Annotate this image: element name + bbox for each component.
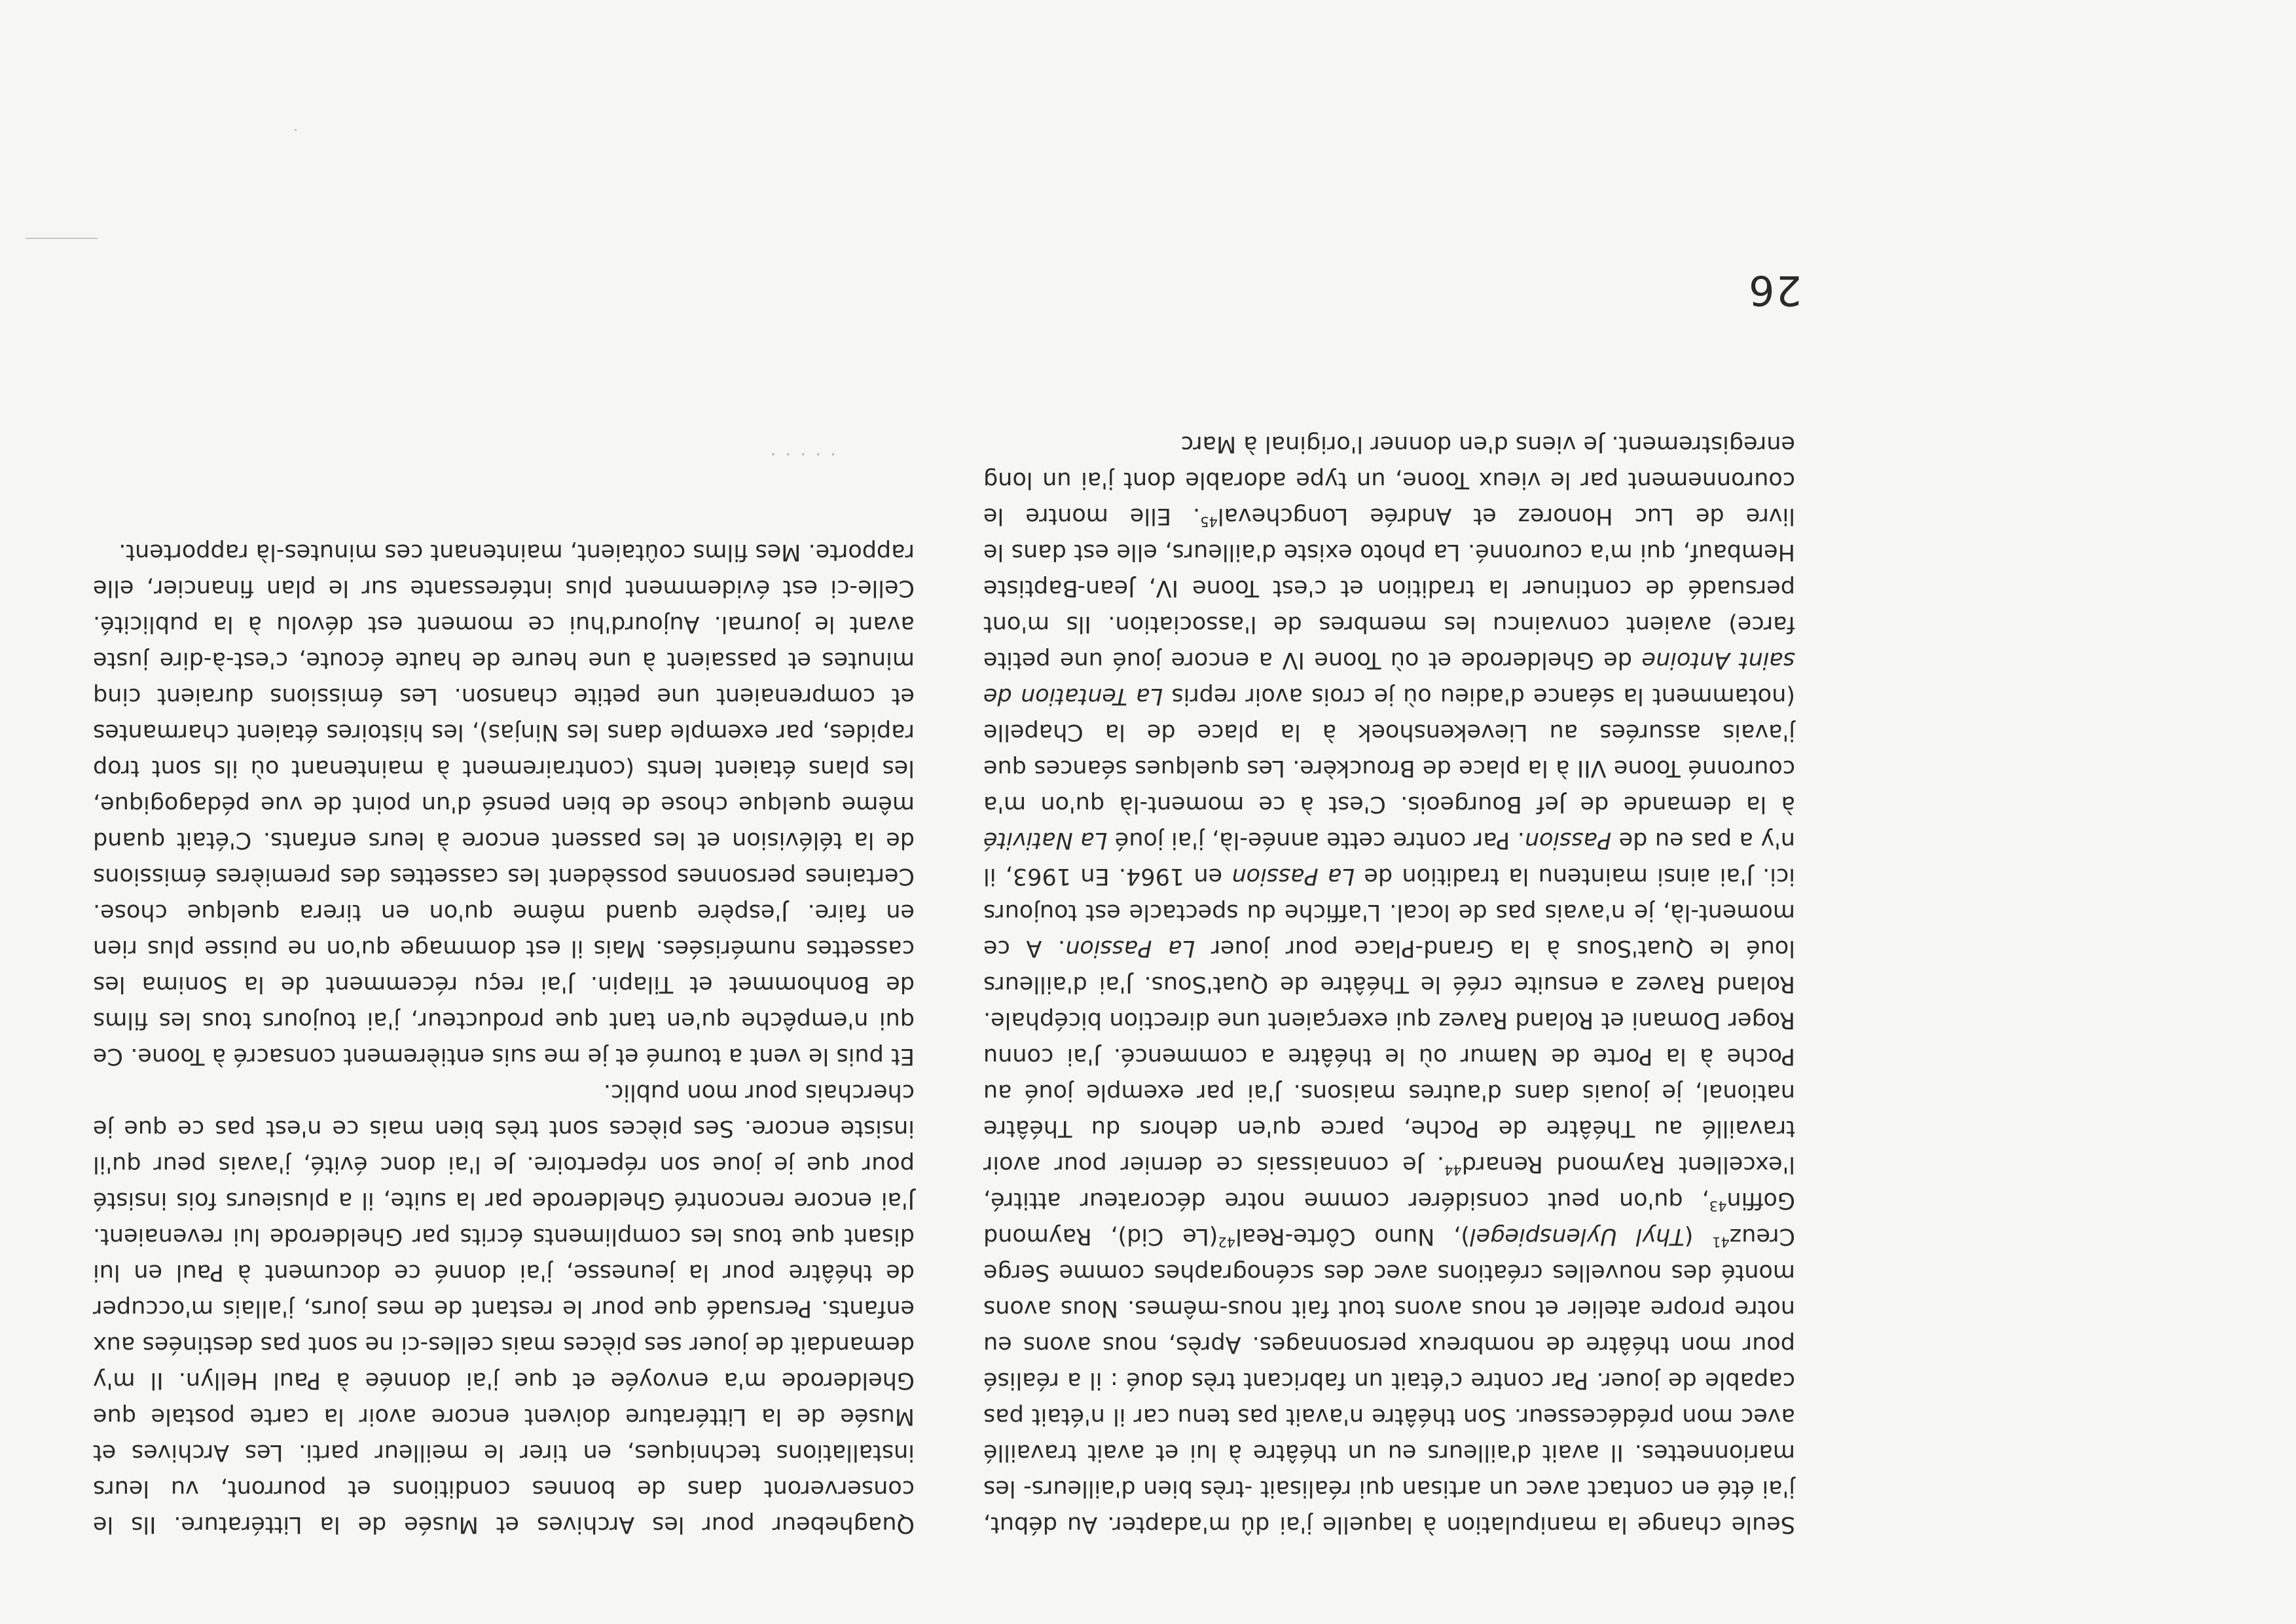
- footnote-ref-44: 44: [1444, 1162, 1462, 1178]
- title-passion: La Passion: [1065, 935, 1195, 961]
- left-page-text-column: [983, 426, 1795, 1542]
- right-page-paragraph: Quaghebeur pour les Archives et Musée de la Littérature. Ils le conserveront dans de bonnes conditions et pourront, vu leurs installations techniques, en tirer le meilleur parti. Les Archives et Musée de la Littérature doivent encore avoir la carte postale que Ghelderode m'a envoyée et que j'ai donnée à Paul Hellyn. Il m'y demandait de jouer ses pièces mais celles-ci ne sont pas destinées aux enfants. Persuadé que pour le restant de mes jours, j'allais m'occuper de théâtre pour la jeunesse, j'ai donné ce document à Paul en lui disant que tous les compliments écrits par Ghelderode lui revenaient. J'ai encore rencontré Ghelderode par la suite, il a plusieurs fois insisté pour que je joue son répertoire. Je l'ai donc évité, j'avais peur qu'il insiste encore. Ses pièces sont très bien mais ce n'est pas ce que je cherchais pour mon public.: [93, 1079, 915, 1538]
- right-page-text-column: [93, 534, 915, 1542]
- footnote-ref-45: 45: [1200, 513, 1218, 530]
- title-passion: Passion: [1524, 827, 1612, 853]
- footnote-ref-43: 43: [1709, 1198, 1727, 1214]
- scan-edge-rule: [26, 238, 98, 239]
- footnote-ref-41: 41: [1712, 1234, 1730, 1250]
- title-nativite: La Nativité: [983, 827, 1108, 853]
- page-number: 26: [1747, 267, 1802, 314]
- title-passion: La Passion: [1231, 863, 1355, 889]
- scan-artifact-dots: ·····: [761, 443, 836, 465]
- title-thyl: Thyl Uylenspiegel: [1469, 1223, 1685, 1249]
- scan-speck: [295, 129, 297, 131]
- footnote-ref-42: 42: [1218, 1234, 1236, 1250]
- title-tentation: La Tentation de saint Antoine: [983, 647, 1795, 709]
- right-page-paragraph: Et puis le vent a tourné et je me suis entièrement consacré à Toone. Ce qui n'empêche qu'en tant que producteur, j'ai toujours tous les films de Bonhommet et Tilapin. J'ai reçu récemment de la Sonima les cassettes numérisées. Mais il est dommage qu'on ne puisse plus rien en faire. J'espère quand même qu'on en tirera quelque chose. Certaines personnes possèdent les cassettes des premières émissions de la télévision et les passent encore à leurs enfants. C'était quand même quelque chose de bien pensé d'un point de vue pédagogique, les plans étaient lents (contrairement à maintenant où ils sont trop rapides, par exemple dans les Ninjas), les histoires étaient charmantes et comprenaient une petite chanson. Les émissions duraient cinq minutes et passaient à une heure de haute écoute, c'est-à-dire juste avant le journal. Aujourd'hui ce moment est dévolu à la publicité. Celle-ci est évidemment plus intéressante sur le plan financier, elle rapporte. Mes films coûtaient, maintenant ces minutes-là rapportent.: [93, 539, 915, 1069]
- left-page-paragraph: Seule change la manipulation à laquelle j'ai dû m'adapter. Au début, j'ai été en contact avec un artisan qui réalisait -très bien d'ailleurs- les marionnettes. Il avait d'ailleurs eu un théâtre à lui et avait travaillé avec mon prédécesseur. Son théâtre n'avait pas tenu car il n'était pas capable de jouer. Par contre c'était un fabricant très doué : il a réalisé pour mon théâtre de nombreux personnages. Après, nous avons eu notre propre atelier et nous avons tout fait nous-mêmes. Nous avons monté des nouvelles créations avec des scénographes comme Serge Creuz$^{41}$ (Thyl Uylenspiegel), Nuno Côrte-Real$^{42}$(Le Cid), Raymond Goffin$^{43}$, qu'on peut considérer comme notre décorateur attitré, l'excellent Raymond Renard$^{44}$. Je connaissais ce dernier pour avoir travaillé au Théâtre de Poche, parce qu'en dehors du Théâtre national, je jouais dans d'autres maisons. J'ai par exemple joué au Poche à la Porte de Namur où le théâtre a commencé. J'ai connu Roger Domani et Roland Ravez qui exerçaient une direction bicéphale. Roland Ravez a ensuite créé le Théâtre de Quat'Sous. J'ai d'ailleurs loué le Quat'Sous à la Grand-Place pour jouer La Passion. A ce moment-là, je n'avais pas de local. L'affiche du spectacle est toujours ici. J'ai ainsi maintenu la tradition de La Passion en 1964. En 1963, il n'y a pas eu de Passion. Par contre cette année-là, j'ai joué La Nativité à la demande de Jef Bourgeois. C'est à ce moment-là qu'on m'a couronné Toone VII à la place de Brouckère. Les quelques séances que j'avais assurées au Lievekenshoek à la place de la Chapelle (notamment la séance d'adieu où je crois avoir repris La Tentation de saint Antoine de Ghelderode et où Toone IV a encore joué une petite farce) avaient convaincu les membres de l'association. Ils m'ont persuadé de continuer la tradition et c'est Toone IV, Jean-Baptiste Hembauf, qui m'a couronné. La photo existe d'ailleurs, elle est dans le livre de Luc Honorez et Andrée Longcheval$^{45}$. Elle montre le couronnement par le vieux Toone, un type adorable dont j'ai un long enregistrement. Je viens d'en donner l'original à Marc: [983, 431, 1795, 1538]
